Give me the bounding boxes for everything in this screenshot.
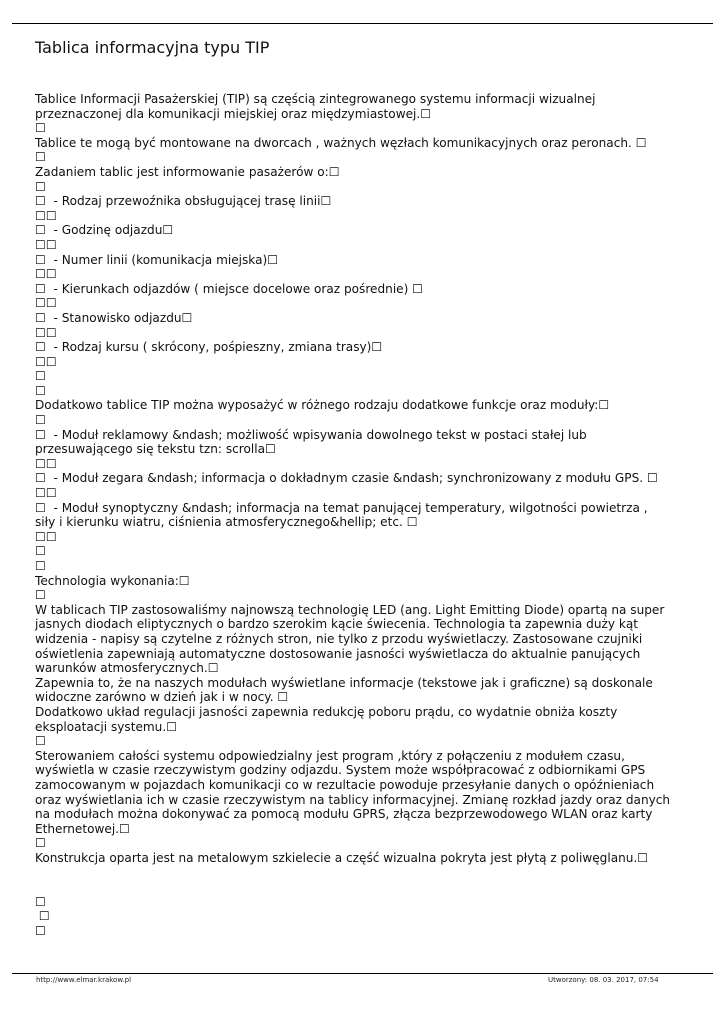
- body-line: Tablice te mogą być montowane na dworcach , ważnych węzłach komunikacyjnych oraz peronach. ☐: [35, 135, 647, 150]
- body-line: ☐: [35, 179, 46, 194]
- body-line: ☐ - Rodzaj kursu ( skrócony, pośpieszny, zmiana trasy)☐: [35, 340, 383, 355]
- body-line: widzenia - napisy są czytelne z różnych stron, nie tylko z przodu wyświetlaczy. Zastosowane czujniki: [35, 631, 643, 646]
- page-title: Tablica informacyjna typu TIP: [35, 38, 270, 57]
- body-line: ☐ - Moduł zegara &ndash; informacja o dokładnym czasie &ndash; synchronizowany z modułu GPS. ☐: [35, 471, 658, 486]
- body-line: ☐: [35, 909, 50, 924]
- body-line: Konstrukcja oparta jest na metalowym szkielecie a część wizualna pokryta jest płytą z poliwęglanu.☐: [35, 850, 649, 865]
- body-line: warunków atmosferycznych.☐: [35, 661, 219, 676]
- body-line: ☐: [35, 121, 46, 136]
- body-line: Dodatkowo układ regulacji jasności zapewnia redukcję poboru prądu, co wydatnie obniża koszty: [35, 704, 618, 719]
- body-line: ☐ - Stanowisko odjazdu☐: [35, 310, 193, 325]
- body-line: [35, 880, 685, 895]
- body-line: ☐☐: [35, 267, 57, 282]
- footer-created-date: Utworzony: 08. 03. 2017, 07:54: [548, 976, 659, 984]
- body-line: Dodatkowo tablice TIP można wyposażyć w różnego rodzaju dodatkowe funkcje oraz moduły:☐: [35, 398, 610, 413]
- body-line: ☐: [35, 923, 46, 938]
- body-line: Sterowaniem całości systemu odpowiedzialny jest program ,który z połączeniu z modułem czasu,: [35, 748, 625, 763]
- body-line: oświetlenia zapewniają automatyczne dostosowanie jasności wyświetlacza do aktualnie panujących: [35, 646, 641, 661]
- body-line: siły i kierunku wiatru, ciśnienia atmosferycznego&hellip; etc. ☐: [35, 515, 418, 530]
- body-line: na modułach można dokonywać za pomocą modułu GPRS, złącza bezprzewodowego WLAN oraz karty: [35, 807, 653, 822]
- body-line: widoczne zarówno w dzień jak i w nocy. ☐: [35, 690, 289, 705]
- body-line: ☐ - Numer linii (komunikacja miejska)☐: [35, 252, 279, 267]
- document-body: [35, 92, 685, 938]
- body-line: ☐: [35, 588, 46, 603]
- body-line: ☐☐: [35, 237, 57, 252]
- body-line: [35, 865, 685, 880]
- body-line: oraz wyświetlania ich w czasie rzeczywistym na tablicy informacyjnej. Zmianę rozkład jazdy oraz danych: [35, 792, 671, 807]
- body-line: ☐ - Kierunkach odjazdów ( miejsce docelowe oraz pośrednie) ☐: [35, 281, 424, 296]
- body-line: ☐☐: [35, 529, 57, 544]
- body-line: Ethernetowej.☐: [35, 821, 130, 836]
- body-line: ☐: [35, 559, 46, 573]
- body-line: ☐☐: [35, 486, 57, 501]
- body-line: zamocowanym w pojazdach komunikacji co w rezultacie powoduje przesyłanie danych o opóźnieniach: [35, 777, 655, 792]
- body-line: ☐: [35, 413, 46, 428]
- body-line: W tablicach TIP zastosowaliśmy najnowszą technologię LED (ang. Light Emitting Diode) opartą na super: [35, 602, 665, 617]
- body-line: przeznaczonej dla komunikacji miejskiej oraz międzymiastowej.☐: [35, 106, 432, 121]
- body-line: ☐☐: [35, 296, 57, 311]
- body-line: Zapewnia to, że na naszych modułach wyświetlane informacje (tekstowe jak i graficzne) są doskonale: [35, 675, 653, 690]
- body-line: ☐: [35, 734, 46, 749]
- body-line: Zadaniem tablic jest informowanie pasażerów o:☐: [35, 164, 340, 179]
- body-line: Tablice Informacji Pasażerskiej (TIP) są częścią zintegrowanego systemu informacji wizualnej: [35, 92, 596, 106]
- body-line: ☐: [35, 836, 46, 851]
- body-line: ☐☐: [35, 208, 57, 223]
- header-rule: [12, 23, 713, 24]
- footer-rule: [12, 973, 713, 974]
- body-line: ☐☐: [35, 354, 57, 369]
- body-line: jasnych diodach eliptycznych o bardzo szerokim kącie świecenia. Technologia ta zapewnia duży kąt: [35, 617, 638, 632]
- body-line: eksploatacji systemu.☐: [35, 719, 178, 734]
- body-line: ☐☐: [35, 456, 57, 471]
- body-line: ☐ - Moduł synoptyczny &ndash; informacja na temat panującej temperatury, wilgotności powietrza ,: [35, 500, 648, 515]
- body-line: ☐☐: [35, 325, 57, 340]
- body-line: wyświetla w czasie rzeczywistym godziny odjazdu. System może współpracować z odbiornikami GPS: [35, 763, 646, 778]
- body-line: ☐ - Rodzaj przewoźnika obsługującej trasę linii☐: [35, 194, 332, 209]
- body-line: ☐: [35, 894, 46, 909]
- body-line: ☐: [35, 544, 46, 559]
- body-line: Technologia wykonania:☐: [35, 573, 190, 588]
- body-line: przesuwającego się tekstu tzn: scrolla☐: [35, 442, 276, 457]
- body-line: ☐: [35, 383, 46, 398]
- body-line: ☐: [35, 369, 46, 384]
- body-line: ☐ - Moduł reklamowy &ndash; możliwość wpisywania dowolnego tekst w postaci stałej lub: [35, 427, 587, 442]
- body-line: ☐: [35, 150, 46, 165]
- footer-url: http://www.elmar.krakow.pl: [36, 976, 132, 984]
- body-line: ☐ - Godzinę odjazdu☐: [35, 223, 174, 238]
